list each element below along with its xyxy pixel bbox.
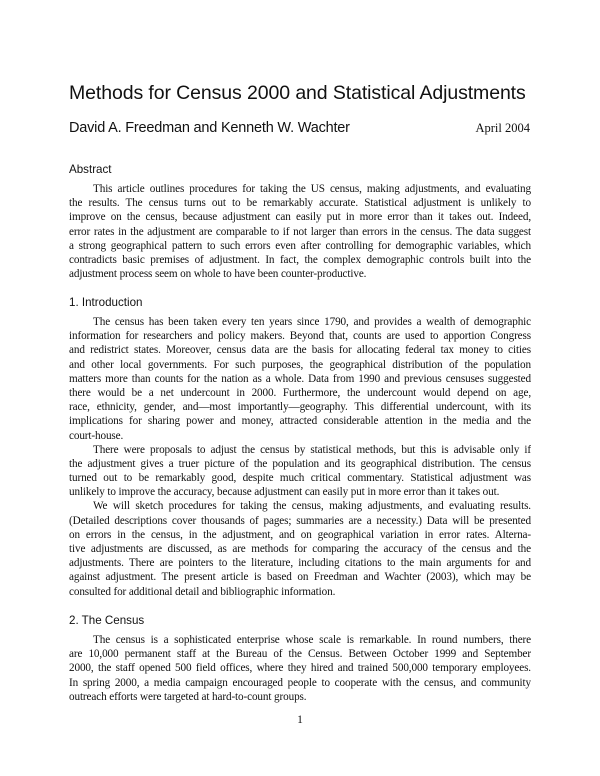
intro-line: and other local governments. For such purposes, the geographical distribution of the population xyxy=(69,358,531,371)
intro-line: The census has been taken every ten years since 1790, and provides a wealth of demographic xyxy=(93,316,531,328)
intro-line: unlikely to improve the accuracy, because adjustment can easily put in more error than it takes out. xyxy=(69,486,500,499)
abstract-line: error rates in the adjustment are comparable to if not larger than errors in the census. The data suggest xyxy=(69,225,531,238)
intro-line: and redistrict states. Moreover, census data are the basis for allocating federal tax money to cities xyxy=(69,344,531,357)
intro-line: consulted for additional detail and bibliographic information. xyxy=(69,585,336,598)
intro-line: against adjustment. The present article is based on Freedman and Wachter (2003), which may be xyxy=(69,571,531,584)
census-heading: 2. The Census xyxy=(69,614,145,627)
intro-line: implications for sharing power and money, attracted considerable attention in the media and the xyxy=(69,415,531,428)
census-line: are 10,000 permanent staff at the Bureau of the Census. Between October 1999 and September xyxy=(69,648,531,661)
census-line: 2000, the staff opened 500 field offices, where they hired and trained 500,000 temporary employees. xyxy=(69,662,531,675)
intro-line: there would be a net undercount in 2000. Furthermore, the undercount would depend on age, xyxy=(69,386,531,399)
abstract-line: the results. The census turns out to be remarkably accurate. Statistical adjustment is unlikely to xyxy=(69,197,531,210)
abstract-line: This article outlines procedures for taking the US census, making adjustments, and evaluating xyxy=(93,183,531,195)
abstract-line: improve on the census, because adjustment can easily put in more error than it takes out. Indeed, xyxy=(69,211,531,224)
paper-date: April 2004 xyxy=(475,121,530,135)
abstract-line: a strong geographical pattern to such errors even after controlling for demographic variables, which xyxy=(69,239,531,252)
intro-line: race, ethnicity, gender, and—most importantly—geography. This differential undercount, with its xyxy=(69,401,531,414)
abstract-line: contradicts basic premises of adjustment. In fact, the complex demographic controls built into the xyxy=(69,253,531,266)
intro-line: (Detailed descriptions cover thousands of pages; summaries are a necessity.) Data will be presented xyxy=(69,514,531,527)
paper-title: Methods for Census 2000 and Statistical Adjustments xyxy=(69,82,526,104)
census-line: In spring 2000, a media campaign encouraged people to cooperate with the census, and community xyxy=(69,676,531,689)
census-body xyxy=(69,633,531,704)
abstract-line: adjustment process seem on whole to have been counter-productive. xyxy=(69,268,367,281)
paper-authors: David A. Freedman and Kenneth W. Wachter xyxy=(69,120,350,136)
intro-line: We will sketch procedures for taking the census, making adjustments, and evaluating results. xyxy=(93,500,531,513)
intro-line: information for researchers and policy makers. Beyond that, counts are used to apportion Congress xyxy=(69,330,531,343)
abstract-heading: Abstract xyxy=(69,163,112,176)
intro-line: matters more than counts for the nation as a whole. Data from 1990 and previous censuses suggested xyxy=(69,372,531,385)
intro-line: adjustments. There are pointers to the literature, including citations to the main arguments for and xyxy=(69,557,531,570)
intro-line: There were proposals to adjust the census by statistical methods, but this is advisable only if xyxy=(93,443,531,456)
intro-line: court-house. xyxy=(69,429,124,442)
intro-line: tive adjustments are discussed, as are methods for comparing the accuracy of the census and the xyxy=(69,543,531,555)
intro-line: on errors in the census, in the adjustment, and on geographical variation in error rates. Alterna- xyxy=(69,528,531,541)
intro-line: turned out to be remarkably good, despite much critical commentary. Statistical adjustment was xyxy=(69,472,531,485)
intro-heading: 1. Introduction xyxy=(69,296,143,309)
intro-line: the adjustment gives a truer picture of the population and its geographical distribution. The census xyxy=(69,457,531,470)
census-line: outreach efforts were targeted at hard-to-count groups. xyxy=(69,690,307,703)
intro-body xyxy=(69,315,531,599)
abstract-body xyxy=(69,182,531,281)
page-number: 1 xyxy=(297,714,303,726)
census-line: The census is a sophisticated enterprise whose scale is remarkable. In round numbers, there xyxy=(93,634,531,646)
